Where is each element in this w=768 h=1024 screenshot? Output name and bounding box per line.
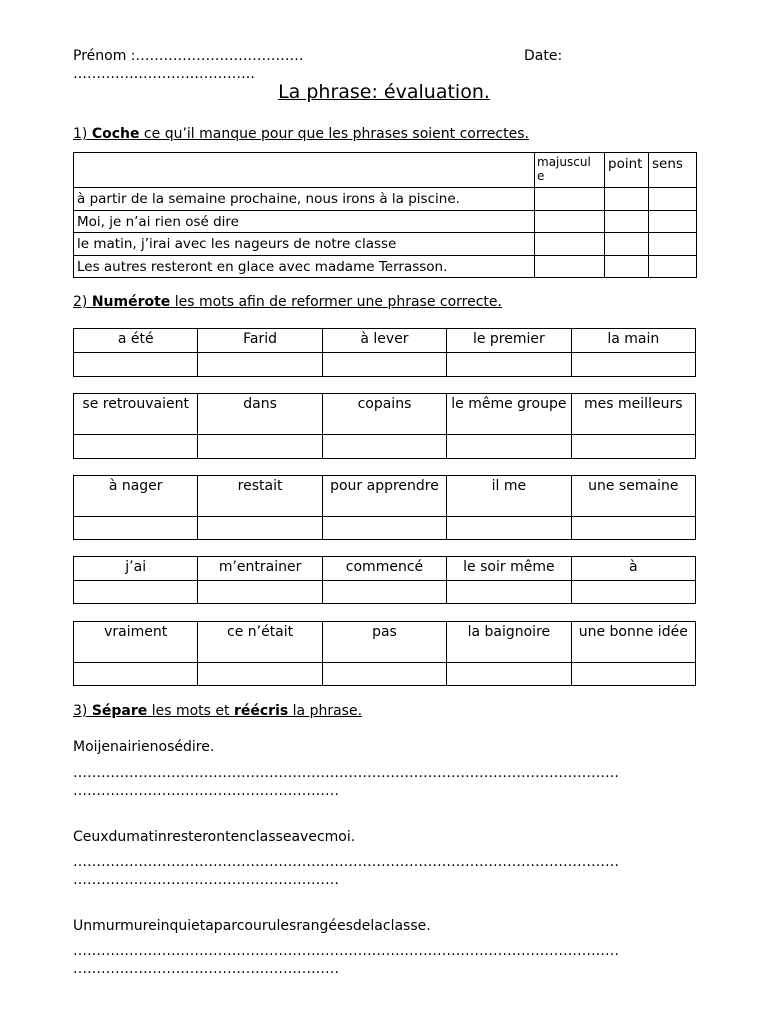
section3-heading: 3) Sépare les mots et réécris la phrase. [73,703,363,719]
word-cell: Farid [198,329,322,353]
number-input-cell[interactable] [198,663,322,686]
checkbox-cell[interactable] [535,233,605,256]
number-row [74,517,696,540]
word-cell: j’ai [74,557,198,581]
word-table-3 [73,475,696,540]
number-row [74,353,696,377]
col-point: point [605,153,649,188]
sentence-cell: Les autres resteront en glace avec madame Terrasson. [74,256,535,278]
word-table-1 [73,328,696,377]
answer-line[interactable]: ……………………………………………………………………………………………………… [73,943,619,959]
number-input-cell[interactable] [447,581,571,604]
word-cell: à [571,557,695,581]
page-title: La phrase: évaluation. [278,81,490,103]
word-cell: vraiment [74,622,198,663]
word-row [74,476,696,517]
number-input-cell[interactable] [447,663,571,686]
number-input-cell[interactable] [447,435,571,459]
number-input-cell[interactable] [571,663,695,686]
number-input-cell[interactable] [447,353,571,377]
checkbox-cell[interactable] [605,188,649,211]
table-row [74,188,697,211]
date-dots: ………………………………… [73,66,255,82]
number-row [74,581,696,604]
number-input-cell[interactable] [198,517,322,540]
number-input-cell[interactable] [74,353,198,377]
number-input-cell[interactable] [322,663,446,686]
section2-heading: 2) Numérote les mots afin de reformer une phrase correcte. [73,294,502,310]
word-cell: le même groupe [447,394,571,435]
number-input-cell[interactable] [571,517,695,540]
number-input-cell[interactable] [198,435,322,459]
word-cell: dans [198,394,322,435]
word-cell: à lever [322,329,446,353]
word-cell: une semaine [571,476,695,517]
sentence-cell: à partir de la semaine prochaine, nous irons à la piscine. [74,188,535,211]
number-input-cell[interactable] [74,581,198,604]
table-row [74,256,697,278]
check-table-header [74,153,697,188]
checkbox-cell[interactable] [649,256,697,278]
word-row [74,622,696,663]
number-input-cell[interactable] [322,581,446,604]
table-row [74,233,697,256]
word-table-2 [73,393,696,459]
checkbox-cell[interactable] [649,233,697,256]
checkbox-cell[interactable] [535,211,605,233]
word-cell: copains [322,394,446,435]
number-input-cell[interactable] [447,517,571,540]
number-row [74,663,696,686]
table-row [74,211,697,233]
word-row [74,394,696,435]
answer-line[interactable]: ………………………………………………… [73,872,339,888]
checkbox-cell[interactable] [535,188,605,211]
checkbox-cell[interactable] [605,256,649,278]
word-table-5 [73,621,696,686]
number-input-cell[interactable] [198,353,322,377]
word-cell: se retrouvaient [74,394,198,435]
number-input-cell[interactable] [74,517,198,540]
answer-line[interactable]: ………………………………………………… [73,783,339,799]
word-row [74,329,696,353]
blank-header-cell [74,153,535,188]
check-table [73,152,697,278]
word-cell: restait [198,476,322,517]
word-cell: a été [74,329,198,353]
word-cell: mes meilleurs [571,394,695,435]
checkbox-cell[interactable] [605,211,649,233]
sentence-cell: le matin, j’irai avec les nageurs de notre classe [74,233,535,256]
word-cell: commencé [322,557,446,581]
date-label: Date: [524,48,563,64]
word-cell: le premier [447,329,571,353]
number-input-cell[interactable] [571,581,695,604]
word-cell: la main [571,329,695,353]
answer-line[interactable]: ………………………………………………… [73,961,339,977]
number-input-cell[interactable] [74,435,198,459]
sentence-cell: Moi, je n’ai rien osé dire [74,211,535,233]
answer-line[interactable]: ……………………………………………………………………………………………………… [73,765,619,781]
word-cell: une bonne idée [571,622,695,663]
number-input-cell[interactable] [198,581,322,604]
word-cell: il me [447,476,571,517]
number-input-cell[interactable] [322,435,446,459]
checkbox-cell[interactable] [535,256,605,278]
sentence-2: Ceuxdumatinresterontenclasseavecmoi. [73,829,356,845]
section1-heading: 1) Coche ce qu’il manque pour que les phrases soient correctes. [73,126,529,142]
number-input-cell[interactable] [74,663,198,686]
col-sens: sens [649,153,697,188]
col-majuscule: majuscul e [535,153,605,188]
word-cell: le soir même [447,557,571,581]
prenom-field: Prénom :……………………………… [73,48,304,64]
answer-line[interactable]: ……………………………………………………………………………………………………… [73,854,619,870]
number-row [74,435,696,459]
number-input-cell[interactable] [571,353,695,377]
sentence-3: Unmurmureinquietaparcourulesrangéesdelaclasse. [73,918,431,934]
number-input-cell[interactable] [322,517,446,540]
word-cell: pas [322,622,446,663]
word-cell: pour apprendre [322,476,446,517]
checkbox-cell[interactable] [649,188,697,211]
checkbox-cell[interactable] [649,211,697,233]
word-table-4 [73,556,696,604]
word-row [74,557,696,581]
word-cell: la baignoire [447,622,571,663]
number-input-cell[interactable] [571,435,695,459]
word-cell: à nager [74,476,198,517]
word-cell: m’entrainer [198,557,322,581]
number-input-cell[interactable] [322,353,446,377]
sentence-1: Moijenairienosédire. [73,739,215,755]
word-cell: ce n’était [198,622,322,663]
checkbox-cell[interactable] [605,233,649,256]
